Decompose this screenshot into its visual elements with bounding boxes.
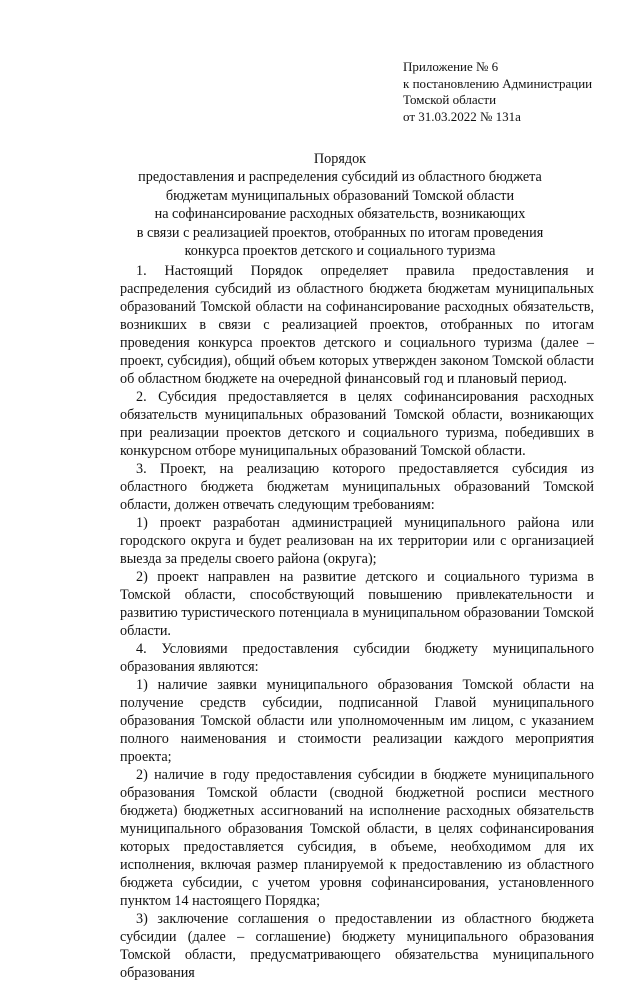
title-line: на софинансирование расходных обязательств, возникающих <box>154 206 526 223</box>
paragraph-4-item-2: 2) наличие в году предоставления субсидии в бюджете муниципального образования Томской области (сводной бюджетной росписи местного бюджета) бюджетных ассигнований на исполнение расходных обязательств муниципального образования Томской области, в целях софинансирования которых предоставляется субсидия, в объеме, необходимом для их исполнения, включая размер планируемой к предоставлению из областного бюджета субсидии, с учетом уровня софинансирования, установленного пунктом 14 настоящего Порядка; <box>120 767 594 909</box>
paragraph-4: 4. Условиями предоставления субсидии бюджету муниципального образования являются: <box>120 641 594 675</box>
title-line: бюджетам муниципальных образований Томской области <box>165 187 515 204</box>
appendix-line: к постановлению Администрации <box>403 75 593 91</box>
paragraph-3-item-2: 2) проект направлен на развитие детского и социального туризма в Томской области, способствующий повышению привлекательности и развитию туристического потенциала в муниципальном образовании Томской области. <box>120 569 594 639</box>
title-line: конкурса проектов детского и социального туризма <box>184 243 496 260</box>
paragraph-4-item-3: 3) заключение соглашения о предоставлении из областного бюджета субсидии (далее – соглашение) бюджету муниципального образования Томской области, предусматривающего обязательства муниципального образования <box>120 911 594 981</box>
paragraph-2: 2. Субсидия предоставляется в целях софинансирования расходных обязательств муниципальных образований Томской области, возникающих при реализации проектов детского и социального туризма, победивших в конкурсном отборе муниципальных образований Томской области. <box>120 389 594 459</box>
document-body <box>120 262 594 982</box>
document-title <box>100 150 580 260</box>
appendix-line: Приложение № 6 <box>403 59 499 74</box>
paragraph-3: 3. Проект, на реализацию которого предоставляется субсидия из областного бюджета бюджетам муниципальных образований Томской области, должен отвечать следующим требованиям: <box>120 461 594 513</box>
title-heading: Порядок <box>313 151 367 167</box>
appendix-line: от 31.03.2022 № 131а <box>403 108 521 124</box>
appendix-line: Томской области <box>403 92 497 107</box>
appendix-header <box>403 59 592 125</box>
paragraph-3-item-1: 1) проект разработан администрацией муниципального района или городского округа и будет реализован на их территории или с организацией выезда за пределы своего района (округа); <box>120 515 594 567</box>
title-line: в связи с реализацией проектов, отобранных по итогам проведения <box>136 224 544 241</box>
title-line: предоставления и распределения субсидий из областного бюджета <box>138 169 542 186</box>
paragraph-1: 1. Настоящий Порядок определяет правила предоставления и распределения субсидий из областного бюджета бюджетам муниципальных образований Томской области на софинансирование расходных обязательств, возникших в связи с реализацией проектов, отобранных по итогам проведения конкурса проектов детского и социального туризма (далее – проект, субсидия), общий объем которых утвержден законом Томской области об областном бюджете на очередной финансовый год и плановый период. <box>120 263 594 387</box>
paragraph-4-item-1: 1) наличие заявки муниципального образования Томской области на получение средств субсидии, подписанной Главой муниципального образования Томской области или уполномоченным им лицом, с указанием полного наименования и стоимости реализации каждого мероприятия проекта; <box>120 677 594 765</box>
